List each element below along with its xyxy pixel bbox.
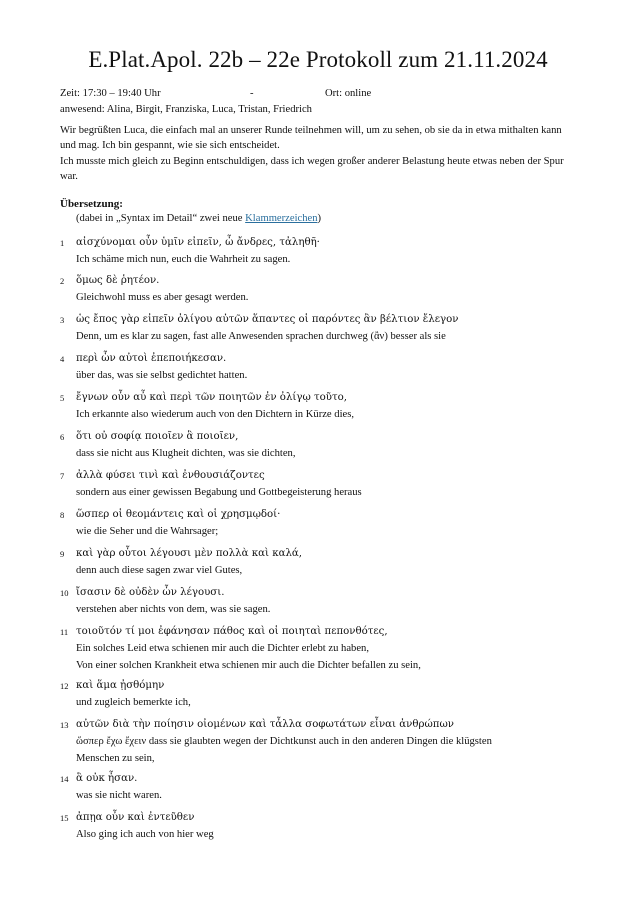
greek-line: ὅμως δὲ ῥητέον. [76,275,160,286]
entry-number: 4 [60,354,65,364]
entry-number: 1 [60,238,65,248]
german-line: über das, was sie selbst gedichtet hatten. [76,370,248,381]
german-line: denn auch diese sagen zwar viel Gutes, [76,565,243,576]
german-line: Denn, um es klar zu sagen, fast alle Anwesenden sprachen durchweg (ἂν) besser als sie [76,331,446,342]
entry-number: 10 [60,588,69,598]
translation-note-prefix: (dabei in „Syntax im Detail“ zwei neue [76,213,246,224]
german-line: Also ging ich auch von hier weg [76,829,214,840]
meta-attendees: anwesend: Alina, Birgit, Franziska, Luca, Tristan, Friedrich [60,104,312,115]
entry-number: 11 [60,627,69,637]
greek-line: ἃ οὐκ ἦσαν. [76,773,138,784]
greek-line: ὡς ἔπος γὰρ εἰπεῖν ὀλίγου αὐτῶν ἅπαντες οἱ παρόντες ἂν βέλτιον ἔλεγον [76,314,459,325]
german-line: dass sie nicht aus Klugheit dichten, was sie dichten, [76,448,296,459]
page-title: E.Plat.Apol. 22b – 22e Protokoll zum 21.11.2024 [88,47,548,72]
entry-number: 6 [60,432,65,442]
german-line: Ein solches Leid etwa schienen mir auch die Dichter erlebt zu haben, [76,643,369,654]
translation-note-suffix: ) [317,213,322,224]
greek-line: ἀλλὰ φύσει τινὶ καὶ ἐνθουσιάζοντες [76,470,265,481]
entry-number: 9 [60,549,65,559]
translation-note [76,213,321,224]
german-line: sondern aus einer gewissen Begabung und Gottbegeisterung heraus [76,487,362,498]
german-line: Ich erkannte also wiederum auch von den Dichtern in Kürze dies, [76,409,354,420]
greek-line: αἰσχύνομαι οὖν ὑμῖν εἰπεῖν, ὦ ἄνδρες, τἀληθῆ· [76,237,320,248]
german-line: ὥσπερ ἔχω ἔχειν dass sie glaubten wegen der Dichtkunst auch in den anderen Dingen die klügsten [76,736,492,747]
greek-line: ἔγνων οὖν αὖ καὶ περὶ τῶν ποιητῶν ἐν ὀλίγῳ τοῦτο, [76,392,347,403]
greek-line: περὶ ὧν αὐτοὶ ἐπεποιήκεσαν. [76,353,227,364]
greek-line: ἴσασιν δὲ οὐδὲν ὧν λέγουσι. [76,587,225,598]
german-line: Von einer solchen Krankheit etwa schienen mir auch die Dichter befallen zu sein, [76,660,421,671]
entry-number: 2 [60,276,65,286]
entry-number: 3 [60,315,65,325]
greek-line: ἀπῃα οὖν καὶ ἐντεῦθεν [76,812,195,823]
meta-separator: - [250,88,254,99]
intro-paragraph-2: Ich musste mich gleich zu Beginn entschuldigen, dass ich wegen großer anderer Belastung heute etwas neben der Spur war. [60,155,564,182]
translation-heading: Übersetzung: [60,198,123,210]
greek-line: τοιοῦτόν τί μοι ἐφάνησαν πάθος καὶ οἱ ποιηταὶ πεπονθότες, [76,626,388,637]
german-line: und zugleich bemerkte ich, [76,697,191,708]
meta-time: Zeit: 17:30 – 19:40 Uhr [60,88,161,99]
klammerzeichen-link[interactable]: Klammerzeichen [245,213,318,224]
intro-text [60,123,580,184]
german-line: wie die Seher und die Wahrsager; [76,526,219,537]
greek-line: αὐτῶν διὰ τὴν ποίησιν οἰομένων καὶ τἆλλα σοφωτάτων εἶναι ἀνθρώπων [76,719,454,730]
german-line: Gleichwohl muss es aber gesagt werden. [76,292,249,303]
entry-number: 14 [60,774,69,784]
entry-number: 8 [60,510,65,520]
greek-line: ὅτι οὐ σοφίᾳ ποιοῖεν ἃ ποιοῖεν, [76,431,239,442]
entry-number: 15 [60,813,69,823]
entry-number: 12 [60,681,69,691]
german-line: Ich schäme mich nun, euch die Wahrheit zu sagen. [76,254,291,265]
greek-line: καὶ γὰρ οὗτοι λέγουσι μὲν πολλὰ καὶ καλά, [76,548,303,559]
meta-location: Ort: online [325,88,372,99]
entry-number: 7 [60,471,65,481]
german-line: Menschen zu sein, [76,753,155,764]
entry-number: 13 [60,720,69,730]
german-line: was sie nicht waren. [76,790,162,801]
greek-line: καὶ ἅμα ᾐσθόμην [76,680,165,691]
greek-line: ὥσπερ οἱ θεομάντεις καὶ οἱ χρησμῳδοί· [76,509,281,520]
german-line: verstehen aber nichts von dem, was sie sagen. [76,604,271,615]
intro-paragraph-1: Wir begrüßten Luca, die einfach mal an unserer Runde teilnehmen will, um zu sehen, ob sie da in etwa mithalten kann und mag. Ich bin gespannt, wie sie sich entscheidet. [60,125,562,152]
entry-number: 5 [60,393,65,403]
